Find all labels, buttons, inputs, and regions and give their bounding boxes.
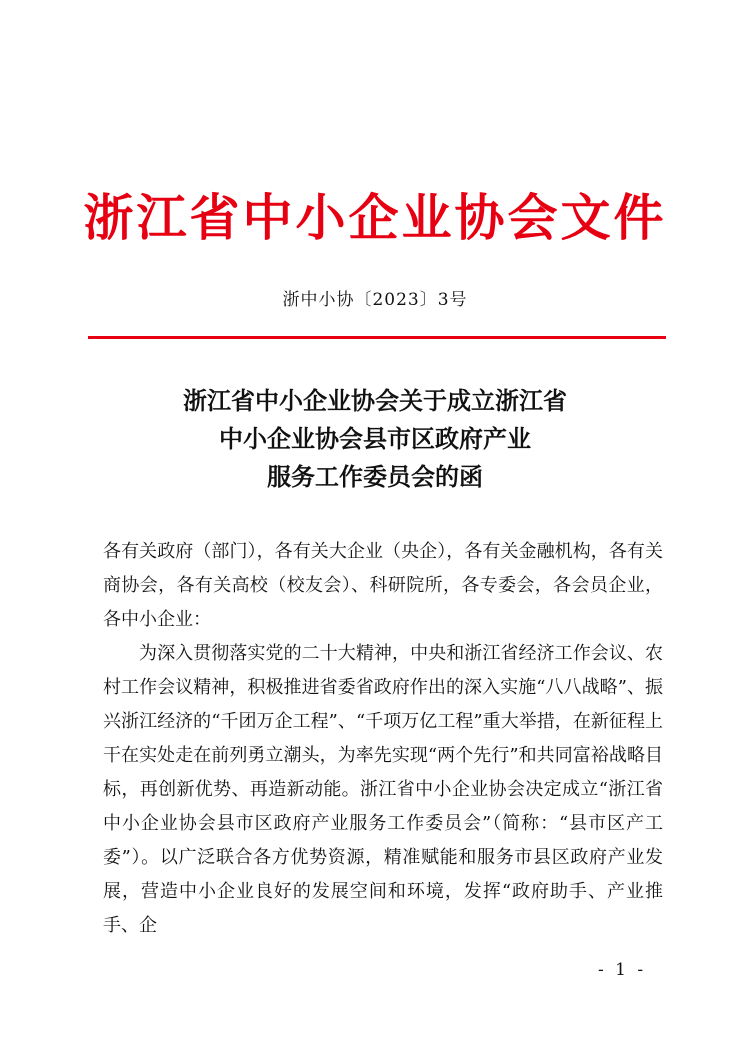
document-number: 浙中小协〔2023〕3号 [282,290,468,310]
title-line-3: 服务工作委员会的函 [267,462,483,491]
document-title [0,382,750,496]
document-body [103,535,663,943]
title-line-2: 中小企业协会县市区政府产业 [219,424,531,453]
salutation: 各有关政府（部门），各有关大企业（央企），各有关金融机构，各有关商协会，各有关高校（校友会）、科研院所，各专委会，各会员企业，各中小企业： [103,541,663,630]
title-line-1: 浙江省中小企业协会关于成立浙江省 [183,386,567,415]
document-masthead: 浙江省中小企业协会文件 [83,188,667,247]
red-divider-line [88,336,666,339]
page-number: - 1 - [598,960,647,980]
body-paragraph: 为深入贯彻落实党的二十大精神，中央和浙江省经济工作会议、农村工作会议精神，积极推进省委省政府作出的深入实施“八八战略”、振兴浙江经济的“千团万企工程”、“千项万亿工程”重大举措，在新征程上干在实处走在前列勇立潮头，为率先实现“两个先行”和共同富裕战略目标，再创新优势、再造新动能。浙江省中小企业协会决定成立“浙江省中小企业协会县市区政府产业服务工作委员会”（简称：“县市区产工委”）。以广泛联合各方优势资源，精准赋能和服务市县区政府产业发展，营造中小企业良好的发展空间和环境，发挥“政府助手、产业推手、企 [103,643,663,936]
